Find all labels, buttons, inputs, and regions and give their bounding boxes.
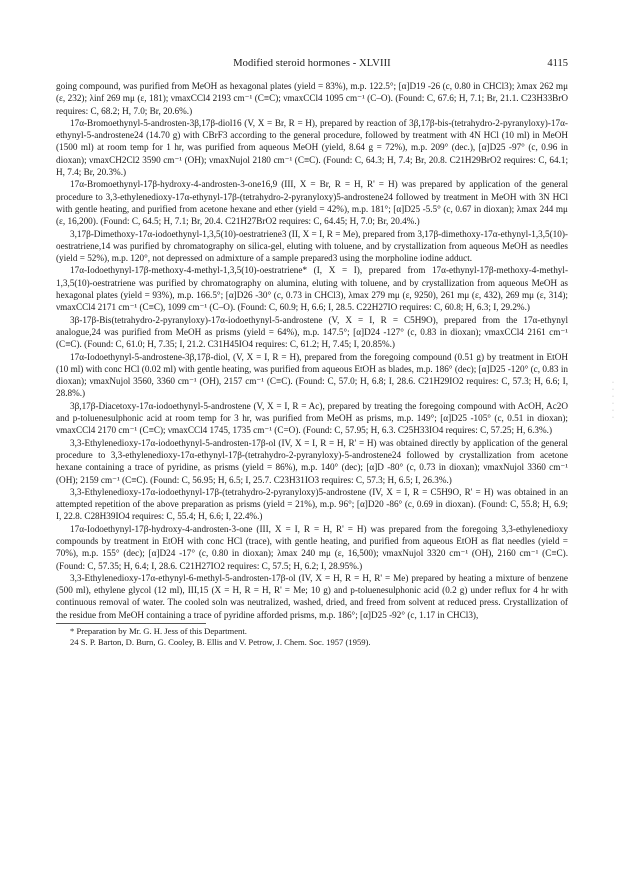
paragraph: 3β-17β-Bis(tetrahydro-2-pyranyloxy)-17α-iodoethynyl-5-androstene (V, X = I, R = C5H9O), prepared from the 17α-ethynyl analogue,24 was purified from MeOH as prisms (yield = 64%), m.p. 147.5°; [α]D24 -127° (c, 0.83 in dioxan); νmaxCCl4 2161 cm⁻¹ (C≡C). (Found: C, 61.0; H, 7.35; I, 21.2. C31H45IO4 requires: C, 61.2; H, 7.45; I, 20.85%.)	[56, 314, 568, 350]
footnote-divider	[56, 623, 206, 624]
paragraph: 3,3-Ethylenedioxy-17α-iodoethynyl-5-androsten-17β-ol (IV, X = I, R = H, R' = H) was obtained directly by application of the general procedure to 3,3-ethylenedioxy-17α-ethynyl-17β-(tetrahydro-2-pyranyloxy)-5-androstene24 followed by crystallization from acetone hexane containing a trace of pyridine, as prisms (yield = 86%), m.p. 140° (dec); [α]D -80° (c, 0.73 in dioxan); νmaxNujol 3360 cm⁻¹ (OH); 2159 cm⁻¹ (C≡C). (Found: C, 56.95; H, 6.5; I, 25.7. C23H31IO3 requires: C, 57.3; H, 6.5; I, 26.3%.)	[56, 437, 568, 485]
paragraph: 17α-Bromoethynyl-5-androsten-3β,17β-diol16 (V, X = Br, R = H), prepared by reaction of 3β,17β-bis-(tetrahydro-2-pyranyloxy)-17α-ethynyl-5-androstene24 (14.70 g) with CBrF3 according to the general procedure, followed by treatment with 4N HCl (10 ml) in MeOH (1500 ml) at room temp for 1 hr, was purified from aqueous MeOH (yield, 8.64 g = 72%), m.p. 209° (dec.), [α]D25 -97° (c, 0.96 in dioxan); νmaxCH2Cl2 3590 cm⁻¹ (OH); νmaxNujol 2180 cm⁻¹ (C≡C). (Found: C, 64.3; H, 7.4; Br, 20.8. C21H29BrO2 requires: C, 64.1; H, 7.4; Br, 20.3%.)	[56, 117, 568, 178]
running-title: Modified steroid hormones - XLVIII	[233, 58, 391, 69]
journal-page	[56, 58, 568, 649]
paragraph: 17α-Iodoethynyl-17β-methoxy-4-methyl-1,3,5(10)-oestratriene* (I, X = I), prepared from 17α-ethynyl-17β-methoxy-4-methyl-1,3,5(10)-oestratriene was purified by chromatography on alumina, eluting with toluene, and by crystallization from aqueous MeOH as hexagonal plates (yield = 93%), m.p. 166.5°; [α]D26 -30° (c, 0.73 in CHCl3), λmax 279 mμ (ε, 9250), 261 mμ (ε, 432), 269 mμ (ε, 314); νmaxCCl4 2171 cm⁻¹ (C≡C), 1099 cm⁻¹ (C–O). (Found: C, 60.9; H, 6.6; I, 28.5. C22H27IO requires: C, 60.8; H, 6.3; I, 29.2%.)	[56, 265, 568, 313]
paragraph: 3,17β-Dimethoxy-17α-iodoethynyl-1,3,5(10)-oestratriene3 (II, X = I, R = Me), prepared from 3,17β-dimethoxy-17α-ethynyl-1,3,5(10)-oestratriene,14 was purified by chromatography on silica-gel, eluting with toluene, and by crystallization from aqueous MeOH as needles (yield = 52%), m.p. 120°, not depressed on admixture of a sample prepared3 using the morpholine iodine adduct.	[56, 228, 568, 264]
paragraph: 3β,17β-Diacetoxy-17α-iodoethynyl-5-androstene (V, X = I, R = Ac), prepared by treating the foregoing compound with AcOH, Ac2O and p-toluenesulphonic acid at room temp for 3 hr, was purified from MeOH as prisms, m.p. 149°; [α]D25 -105° (c, 0.51 in dioxan); νmaxCCl4 2170 cm⁻¹ (C≡C); νmaxCCl4 1745, 1735 cm⁻¹ (C=O). (Found: C, 57.95; H, 6.3. C25H33IO4 requires: C, 57.25; H, 6.3%.)	[56, 400, 568, 436]
paragraph: going compound, was purified from MeOH as hexagonal plates (yield = 83%), m.p. 122.5°; [α]D19 -26 (c, 0.80 in CHCl3); λmax 262 mμ (ε, 232); λinf 269 mμ (ε, 181); νmaxCCl4 2193 cm⁻¹ (C≡C); νmaxCCl4 1095 cm⁻¹ (C–O). (Found: C, 67.6; H, 7.1; Br, 21.1. C23H33BrO requires: C, 68.2; H, 7.0; Br, 20.6%.)	[56, 81, 568, 116]
footnotes	[56, 626, 568, 649]
paragraph: 3,3-Ethylenedioxy-17α-ethynyl-6-methyl-5-androsten-17β-ol (IV, X = H, R = H, R' = Me) prepared by heating a mixture of benzene (500 ml), ethylene glycol (12 ml), III,15 (X = H, R = H, R' = Me; 10 g) and p-toluenesulphonic acid (0.2 g) under reflux for 4 hr with continuous removal of water. The cooled soln was neutralized, washed, dried, and freed from solvent at reduced press. Crystallization of the residue from MeOH containing a trace of pyridine afforded prisms, m.p. 186°; [α]D25 -92° (c, 1.17 in CHCl3),	[56, 572, 568, 620]
paragraph: 17α-Iodoethynyl-5-androstene-3β,17β-diol, (V, X = I, R = H), prepared from the foregoing compound (0.51 g) by treatment in EtOH (10 ml) with conc HCl (0.02 ml) with gentle heating, was purified from aqueous EtOH as blades, m.p. 186° (dec); [α]D25 -120° (c, 0.83 in dioxan); νmaxNujol 3560, 3360 cm⁻¹ (OH), 2157 cm⁻¹ (C≡C). (Found: C, 57.0; H, 6.8; I, 28.6. C21H29IO2 requires: C, 57.3; H, 6.6; I, 28.8%.)	[56, 351, 568, 399]
body-text	[56, 80, 568, 621]
page-number: 4115	[547, 58, 568, 69]
paragraph: 17α-Bromoethynyl-17β-hydroxy-4-androsten-3-one16,9 (III, X = Br, R = H, R' = H) was prepared by application of the general procedure to 3,3-ethylenedioxy-17α-ethynyl-17β-(tetrahydro-2-pyranyloxy)5-androstene24 followed by treatment in MeOH with 3N HCl with gentle heating, and purified from acetone hexane and ether (yield = 42%), m.p. 181°; [α]D25 -5.5° (c, 0.67 in dioxan); λmax 244 mμ (ε, 16,200). (Found: C, 64.5; H, 7.1; Br, 20.4. C21H27BrO2 requires: C, 64.45; H, 7.0; Br, 20.4%.)	[56, 179, 568, 227]
scan-edge-mark: · · · · · ·	[612, 380, 614, 421]
footnote: 24 S. P. Barton, D. Burn, G. Cooley, B. Ellis and V. Petrow, J. Chem. Soc. 1957 (1959).	[70, 637, 371, 648]
page-header	[56, 58, 568, 72]
paragraph: 3,3-Ethylenedioxy-17α-iodoethynyl-17β-(tetrahydro-2-pyranyloxy)5-androstene (IV, X = I, R = C5H9O, R' = H) was obtained in an attempted repetition of the above preparation as prisms (yield = 21%), m.p. 96°; [α]D20 -86° (c, 0.69 in dioxan). (Found: C, 55.8; H, 6.9; I, 22.8. C28H39IO4 requires: C, 55.4; H, 6.6; I, 22.4%.)	[56, 486, 568, 522]
paragraph: 17α-Iodoethynyl-17β-hydroxy-4-androsten-3-one (III, X = I, R = H, R' = H) was prepared from the foregoing 3,3-ethylenedioxy compounds by treatment in EtOH with conc HCl (trace), with gentle heating, and purified from aqueous EtOH as flat needles (yield = 70%), m.p. 155° (dec); [α]D24 -17° (c, 0.80 in dioxan); λmax 240 mμ (ε, 16,500); νmaxNujol 3320 cm⁻¹ (OH), 2160 cm⁻¹ (C≡C). (Found: C, 57.35; H, 6.4; I, 28.6. C21H27IO2 requires: C, 57.5; H, 6.2; I, 28.95%.)	[56, 523, 568, 571]
footnote: * Preparation by Mr. G. H. Jess of this Department.	[70, 626, 247, 637]
